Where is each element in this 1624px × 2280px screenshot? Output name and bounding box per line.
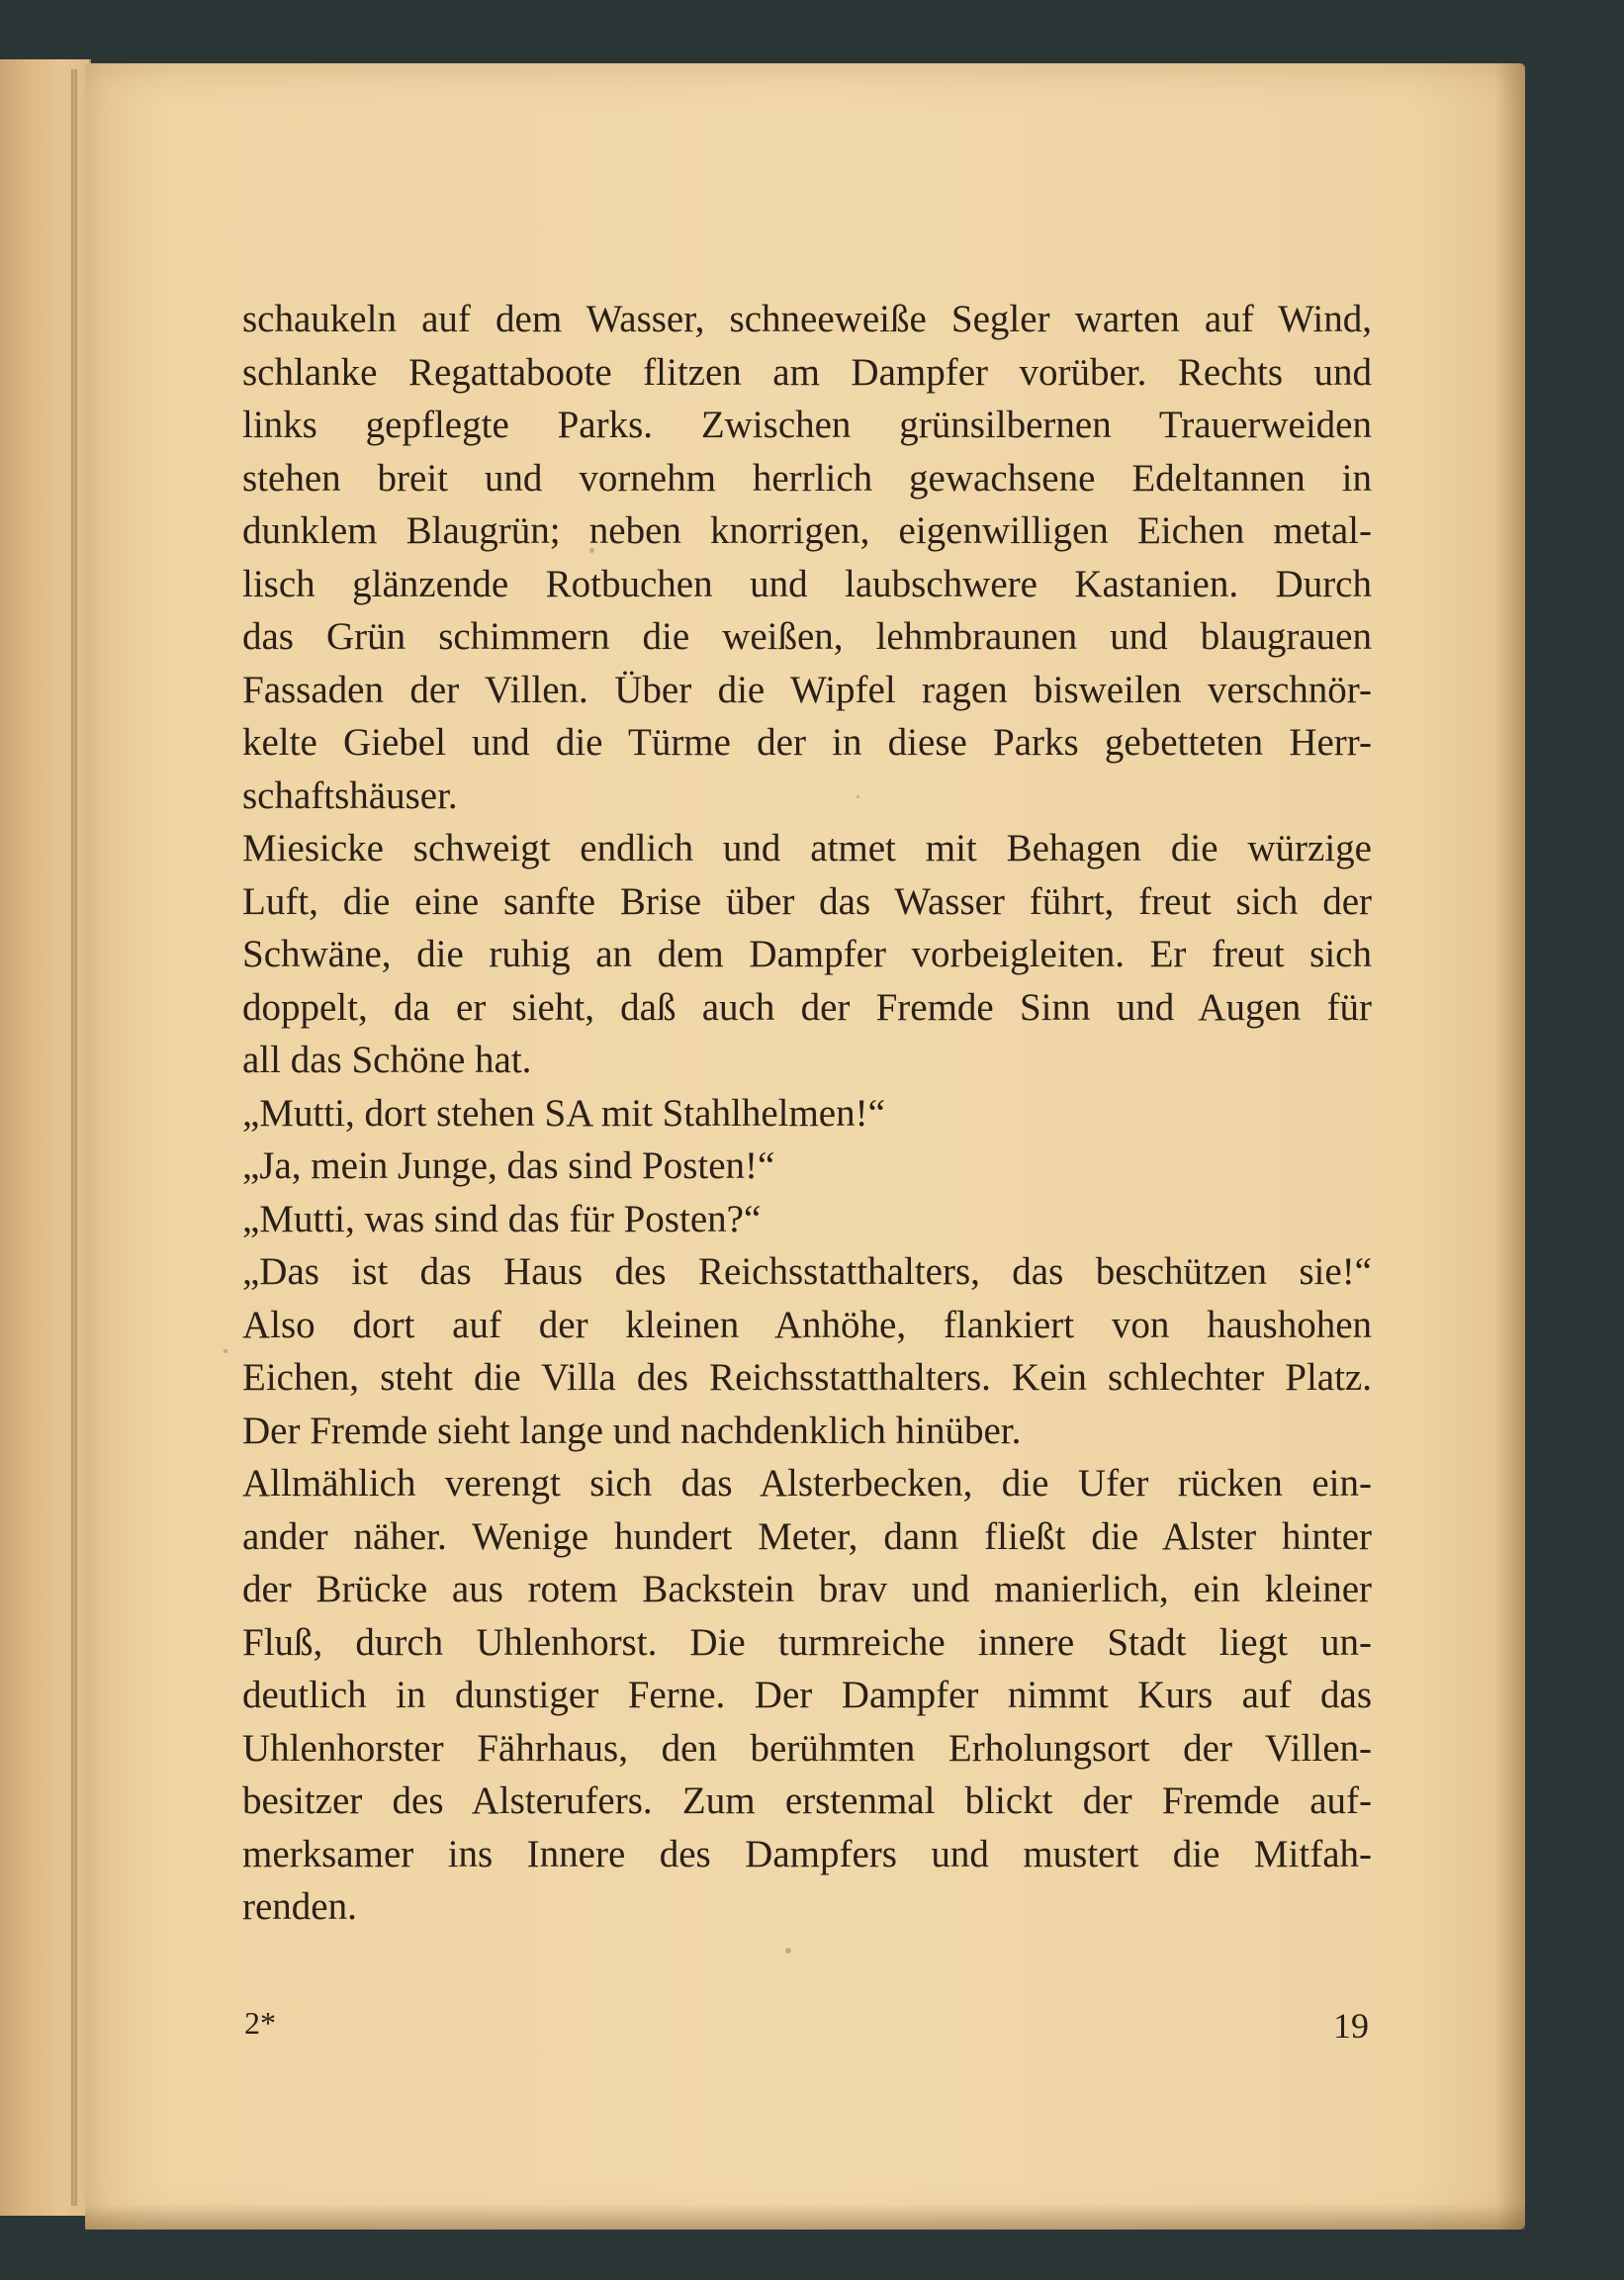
text-line: besitzer des Alsterufers. Zum erstenmal blickt der Fremde auf- (242, 1779, 1372, 1822)
page-number: 19 (1333, 2006, 1369, 2046)
text-line: Schwäne, die ruhig an dem Dampfer vorbeigleiten. Er freut sich (242, 933, 1372, 975)
book-spine (71, 69, 77, 2206)
text-line: Fassaden der Villen. Über die Wipfel ragen bisweilen verschnör- (242, 668, 1372, 711)
text-line: renden. (242, 1885, 357, 1928)
text-line: „Mutti, was sind das für Posten?“ (242, 1197, 762, 1240)
text-line: Eichen, steht die Villa des Reichsstatthalters. Kein schlechter Platz. (242, 1356, 1372, 1399)
text-line: „Mutti, dort stehen SA mit Stahlhelmen!“ (242, 1091, 885, 1135)
text-line: Also dort auf der kleinen Anhöhe, flankiert von haushohen (242, 1303, 1372, 1346)
text-line: merksamer ins Innere des Dampfers und mustert die Mitfah- (242, 1832, 1372, 1875)
text-line: Luft, die eine sanfte Brise über das Wasser führt, freut sich der (242, 879, 1372, 923)
book-page (85, 63, 1525, 2230)
signature-mark: 2* (244, 2005, 276, 2041)
text-line: schaukeln auf dem Wasser, schneeweiße Segler warten auf Wind, (242, 298, 1372, 340)
text-line: Uhlenhorster Fährhaus, den berühmten Erholungsort der Villen- (242, 1726, 1372, 1770)
text-line: doppelt, da er sieht, daß auch der Fremde Sinn und Augen für (242, 985, 1372, 1029)
text-line: „Ja, mein Junge, das sind Posten!“ (242, 1144, 775, 1187)
text-line: all das Schöne hat. (242, 1039, 532, 1081)
text-line: lisch glänzende Rotbuchen und laubschwere Kastanien. Durch (242, 562, 1372, 605)
text-line: dunklem Blaugrün; neben knorrigen, eigenwilligen Eichen metal- (242, 509, 1372, 552)
page-edge-shadow (1495, 63, 1525, 2230)
text-line: Allmählich verengt sich das Alsterbecken, die Ufer rücken ein- (242, 1462, 1372, 1505)
page-bottom-shadow (85, 2204, 1525, 2230)
body-text (242, 293, 1372, 1934)
left-page-edge (0, 59, 91, 2216)
text-line: schaftshäuser. (242, 774, 458, 817)
text-line: schlanke Regattaboote flitzen am Dampfer vorüber. Rechts und (242, 350, 1372, 394)
text-line: Fluß, durch Uhlenhorst. Die turmreiche innere Stadt liegt un- (242, 1620, 1372, 1664)
paper-speck (785, 1948, 791, 1954)
text-line: ander näher. Wenige hundert Meter, dann fließt die Alster hinter (242, 1514, 1372, 1558)
text-line: Miesicke schweigt endlich und atmet mit Behagen die würzige (242, 827, 1372, 869)
text-line: stehen breit und vornehm herrlich gewachsene Edeltannen in (242, 456, 1372, 500)
text-line: das Grün schimmern die weißen, lehmbraunen und blaugrauen (242, 615, 1372, 658)
text-line: kelte Giebel und die Türme der in diese Parks gebetteten Herr- (242, 721, 1372, 764)
text-line: Der Fremde sieht lange und nachdenklich hinüber. (242, 1409, 1022, 1452)
text-line: der Brücke aus rotem Backstein brav und manierlich, ein kleiner (242, 1568, 1372, 1610)
text-line: „Das ist das Haus des Reichsstatthalters, das beschützen sie!“ (242, 1250, 1372, 1293)
text-line: links gepflegte Parks. Zwischen grünsilbernen Trauerweiden (242, 404, 1372, 446)
text-line: deutlich in dunstiger Ferne. Der Dampfer nimmt Kurs auf das (242, 1674, 1372, 1716)
paper-speck (224, 1349, 227, 1353)
